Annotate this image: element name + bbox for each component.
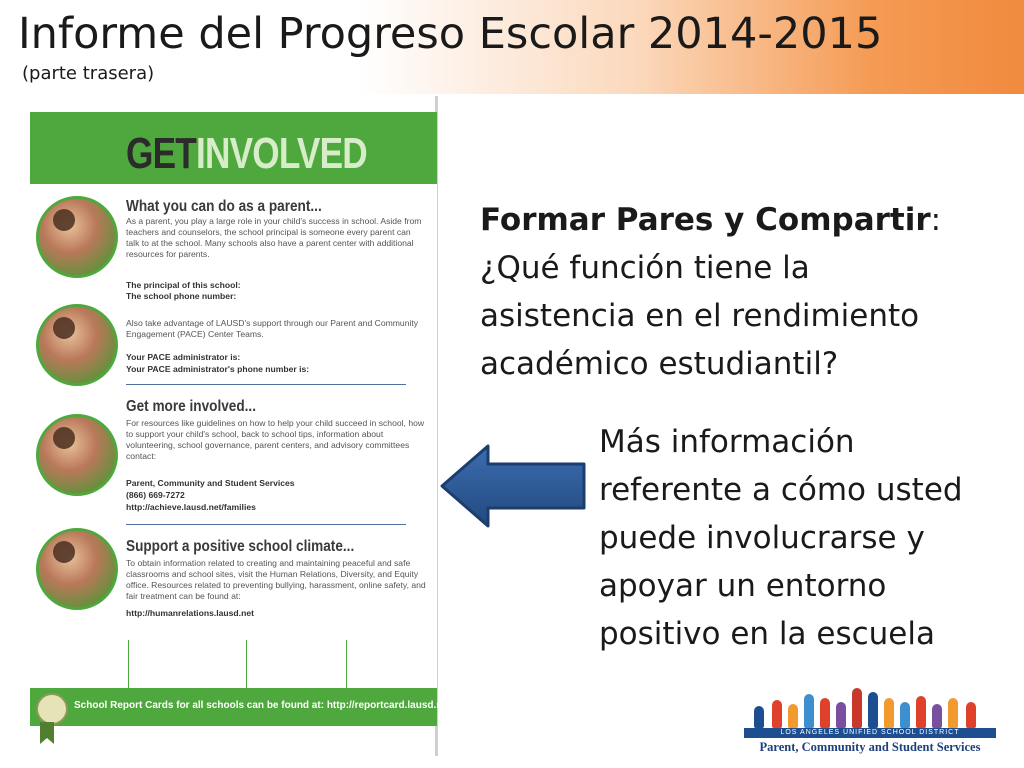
figure-icon xyxy=(884,698,894,728)
child-photo xyxy=(36,414,118,496)
logo-district: LOS ANGELES UNIFIED SCHOOL DISTRICT xyxy=(780,729,960,736)
figure-icon xyxy=(836,702,846,728)
section-heading: What you can do as a parent... xyxy=(126,198,322,215)
section-bold: The principal of this school: xyxy=(126,280,241,290)
section-text: Also take advantage of LAUSD's support through our Parent and Community Engagement (PACE) Center Teams. xyxy=(126,318,419,339)
heading-get: GET xyxy=(126,129,196,178)
section-text: To obtain information related to creating and maintaining peaceful and safe classrooms and school sites, visit the Human Relations, Diversity, and Equity office. Resources related to preventing bullying, harassment, online safety, and fair treatment can be found at: xyxy=(126,558,426,601)
question-colon: : xyxy=(930,202,942,238)
flyer-heading xyxy=(126,130,367,178)
heading-involved: INVOLVED xyxy=(195,129,367,178)
slide-title: Informe del Progreso Escolar 2014-2015 xyxy=(18,9,883,59)
figure-icon xyxy=(820,698,830,728)
info-text: Más información referente a cómo usted puede involucrarse y apoyar un entorno positivo en la escuela xyxy=(599,424,963,652)
discussion-question xyxy=(480,196,960,388)
figure-icon xyxy=(868,692,878,728)
section-bold: Your PACE administrator is: xyxy=(126,352,241,362)
figure-icon xyxy=(788,704,798,728)
award-seal-icon xyxy=(36,693,68,725)
question-text: ¿Qué función tiene la asistencia en el rendimiento académico estudiantil? xyxy=(480,250,920,382)
section-text: For resources like guidelines on how to help your child succeed in school, how to support your child's school, back to school tips, information about volunteering, school governance, parent centers, and advisory committees contact: xyxy=(126,418,425,461)
flyer-footer xyxy=(30,688,452,726)
ribbon-icon xyxy=(40,722,54,744)
section-bold: http://achieve.lausd.net/families xyxy=(126,502,256,512)
footer-label: School Report Cards for all schools can be found at: xyxy=(74,700,325,711)
section-bold: The school phone number: xyxy=(126,291,237,301)
graduate-photo xyxy=(36,528,118,610)
logo-department: Parent, Community and Student Services xyxy=(759,740,981,754)
section-bold: Your PACE administrator's phone number is: xyxy=(126,364,310,374)
section-bold: http://humanrelations.lausd.net xyxy=(126,608,254,618)
figure-icon xyxy=(966,702,976,728)
figure-icon xyxy=(900,702,910,728)
parent-family-photo xyxy=(36,196,118,278)
family-photo xyxy=(36,304,118,386)
column-line xyxy=(346,640,347,688)
section-heading: Support a positive school climate... xyxy=(126,538,355,555)
logo-district-bar xyxy=(744,728,996,738)
figure-icon xyxy=(852,688,862,728)
figure-icon xyxy=(932,704,942,728)
column-line xyxy=(246,640,247,688)
footer-text xyxy=(74,700,451,711)
figure-icon xyxy=(948,698,958,728)
get-involved-flyer xyxy=(30,112,452,726)
column-line xyxy=(128,640,129,688)
divider xyxy=(126,384,406,385)
slide-subtitle: (parte trasera) xyxy=(22,63,155,84)
figure-icon xyxy=(754,706,764,728)
section-heading: Get more involved... xyxy=(126,398,256,415)
left-arrow-icon xyxy=(438,442,588,532)
section-text: As a parent, you play a large role in your child's success in school. Aside from teachers and counselors, the school principal is someone every parent can talk to at the school. Many schools also have a parent center with additional resources for parents. xyxy=(126,216,422,259)
section-bold: (866) 669-7272 xyxy=(126,490,185,500)
divider xyxy=(126,524,406,525)
footer-url: http://reportcard.lausd.net xyxy=(326,700,452,711)
pcss-logo xyxy=(744,668,996,764)
question-bold: Formar Pares y Compartir xyxy=(480,202,931,238)
figure-icon xyxy=(804,694,814,728)
figure-icon xyxy=(916,696,926,728)
section-bold: Parent, Community and Student Services xyxy=(126,478,295,488)
figure-icon xyxy=(772,700,782,728)
